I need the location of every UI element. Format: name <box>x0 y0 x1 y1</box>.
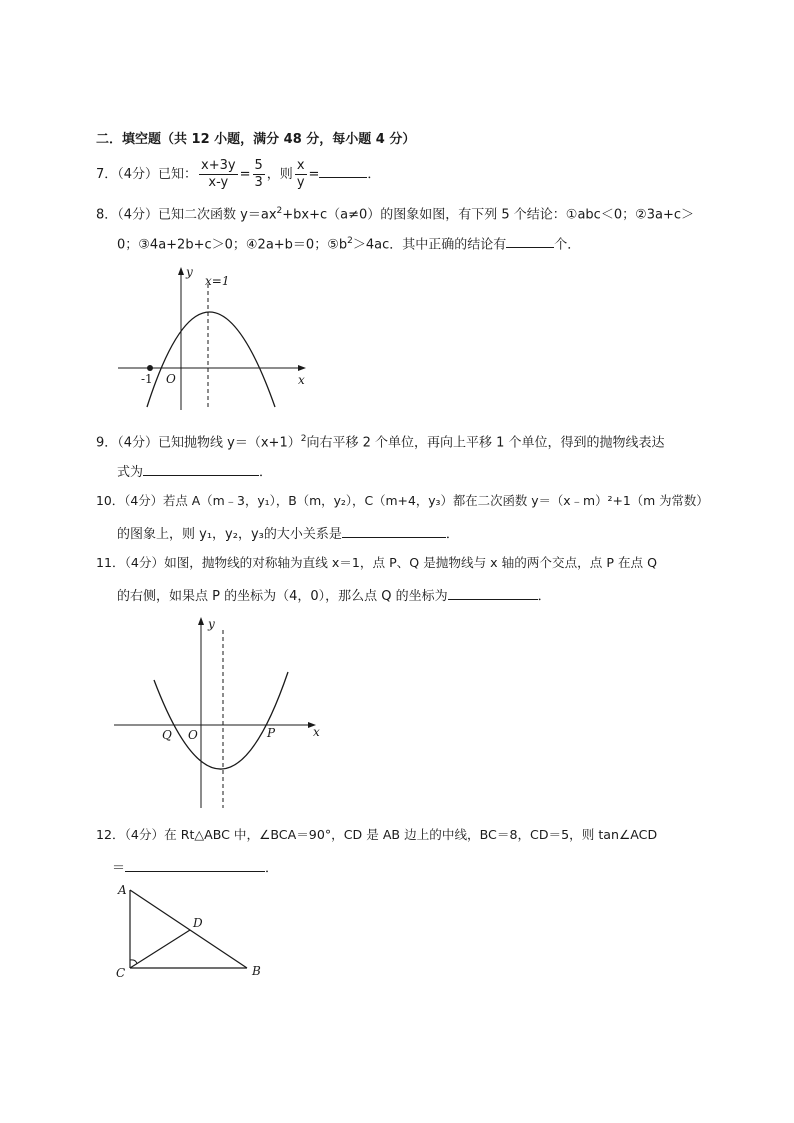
q11-line2-a: 的右侧，如果点 P 的坐标为（4，0），那么点 Q 的坐标为 <box>117 589 448 604</box>
q8-x-arrow-icon <box>298 365 306 371</box>
q7-frac1-denominator: x-y <box>208 175 229 190</box>
q7-then: ，则 <box>266 167 293 182</box>
q12-triangle-figure <box>110 880 270 984</box>
q7-frac1-numerator: x+3y <box>201 158 236 173</box>
q10-line1: 10．（4分）若点 A（m﹣3，y₁），B（m，y₂），C（m+4，y₃）都在二次函数 y＝（x﹣m）²+1（m 为常数） <box>96 493 709 508</box>
q11-line2-b: ． <box>537 589 551 604</box>
q12-line1: 12．（4分）在 Rt△ABC 中，∠BCA＝90°，CD 是 AB 边上的中线，BC＝8，CD＝5，则 tan∠ACD <box>96 827 658 842</box>
q8-line2-sup: 2 <box>347 236 353 246</box>
q11-answer-blank[interactable] <box>448 585 538 600</box>
q11-x-label: x <box>313 725 320 739</box>
q8-parabola-curve <box>147 312 275 407</box>
q8-x-label: x <box>298 373 305 387</box>
q11-y-arrow-icon <box>198 617 204 625</box>
question-12-line-1 <box>96 826 657 844</box>
section-title: 二．填空题（共 12 小题，满分 48 分，每小题 4 分） <box>96 132 416 147</box>
question-11-line-1 <box>96 554 657 572</box>
q8-y-arrow-icon <box>178 267 184 275</box>
question-10-line-1 <box>96 492 709 510</box>
q12-angle-mark <box>130 960 137 964</box>
q9-answer-blank[interactable] <box>143 461 259 476</box>
q8-line2-c: 个． <box>554 237 581 253</box>
q8-line1-a: 8．（4分）已知二次函数 y＝ax <box>96 207 277 223</box>
q11-origin-label: O <box>188 728 198 742</box>
question-9-line-2 <box>117 461 272 482</box>
question-9-line-1 <box>96 430 665 452</box>
q9-line2-b: ． <box>259 465 273 480</box>
question-8-line-1 <box>96 202 694 224</box>
q12-label-b: B <box>252 964 261 978</box>
q12-line2-a: ＝ <box>112 861 126 876</box>
q10-line2-a: 的图象上，则 y₁，y₂，y₃的大小关系是 <box>117 527 342 542</box>
q7-tail: = <box>308 167 320 182</box>
q7-frac2-numerator: 5 <box>254 158 263 173</box>
q12-line2-b: ． <box>265 861 279 876</box>
q8-axis-label: x=1 <box>205 274 230 288</box>
q11-y-label: y <box>208 617 215 631</box>
q8-parabola-graph <box>110 262 320 414</box>
q8-line2-a: 0；③4a+2b+c＞0；④2a+b＝0；⑤b <box>117 237 348 253</box>
q7-equals: = <box>239 167 251 182</box>
q11-p-label: P <box>267 726 276 740</box>
q7-fraction-1 <box>199 158 238 191</box>
q12-median-cd <box>130 930 190 968</box>
q8-origin-label: O <box>166 372 176 386</box>
q9-line1-b: 向右平移 2 个单位，再向上平移 1 个单位，得到的抛物线表达 <box>306 435 665 451</box>
question-11-line-2 <box>117 585 551 606</box>
q7-fraction-3 <box>295 158 307 191</box>
q12-answer-blank[interactable] <box>125 857 265 872</box>
q8-point-minus-one <box>147 365 153 371</box>
q8-y-label: y <box>186 265 193 279</box>
q9-line2-a: 式为 <box>117 465 144 480</box>
q7-answer-blank[interactable] <box>319 163 367 178</box>
q8-answer-blank[interactable] <box>506 233 554 248</box>
question-10-line-2 <box>117 523 459 544</box>
q11-parabola-curve <box>154 672 288 769</box>
question-12-line-2 <box>112 857 278 878</box>
q11-line1: 11．（4分）如图，抛物线的对称轴为直线 x＝1，点 P、Q 是抛物线与 x 轴的两个交点，点 P 在点 Q <box>96 555 658 570</box>
q11-parabola-graph <box>108 612 328 810</box>
q7-frac3-denominator: y <box>296 175 305 190</box>
q9-line1-sup: 2 <box>300 434 307 444</box>
q9-line1-a: 9．（4分）已知抛物线 y＝（x+1） <box>96 435 301 451</box>
q12-label-c: C <box>116 966 126 980</box>
q8-line2-b: ＞4ac．其中正确的结论有 <box>352 237 507 253</box>
q7-fraction-2 <box>253 158 265 191</box>
q7-frac2-denominator: 3 <box>254 175 263 190</box>
q8-line1-sup: 2 <box>276 206 283 216</box>
q11-q-label: Q <box>162 728 172 742</box>
q7-prefix: 7．（4分）已知： <box>96 167 198 182</box>
question-8-line-2 <box>117 232 580 254</box>
q7-frac3-numerator: x <box>296 158 305 173</box>
q7-end: ． <box>367 167 381 182</box>
q10-answer-blank[interactable] <box>342 523 446 538</box>
q8-line1-b: +bx+c（a≠0）的图象如图，有下列 5 个结论：①abc＜0；②3a+c＞ <box>282 207 695 223</box>
question-7 <box>96 158 380 191</box>
q10-line2-b: ． <box>445 527 459 542</box>
q8-point-label: -1 <box>141 372 153 386</box>
q12-label-d: D <box>193 916 203 930</box>
q12-label-a: A <box>118 883 127 897</box>
